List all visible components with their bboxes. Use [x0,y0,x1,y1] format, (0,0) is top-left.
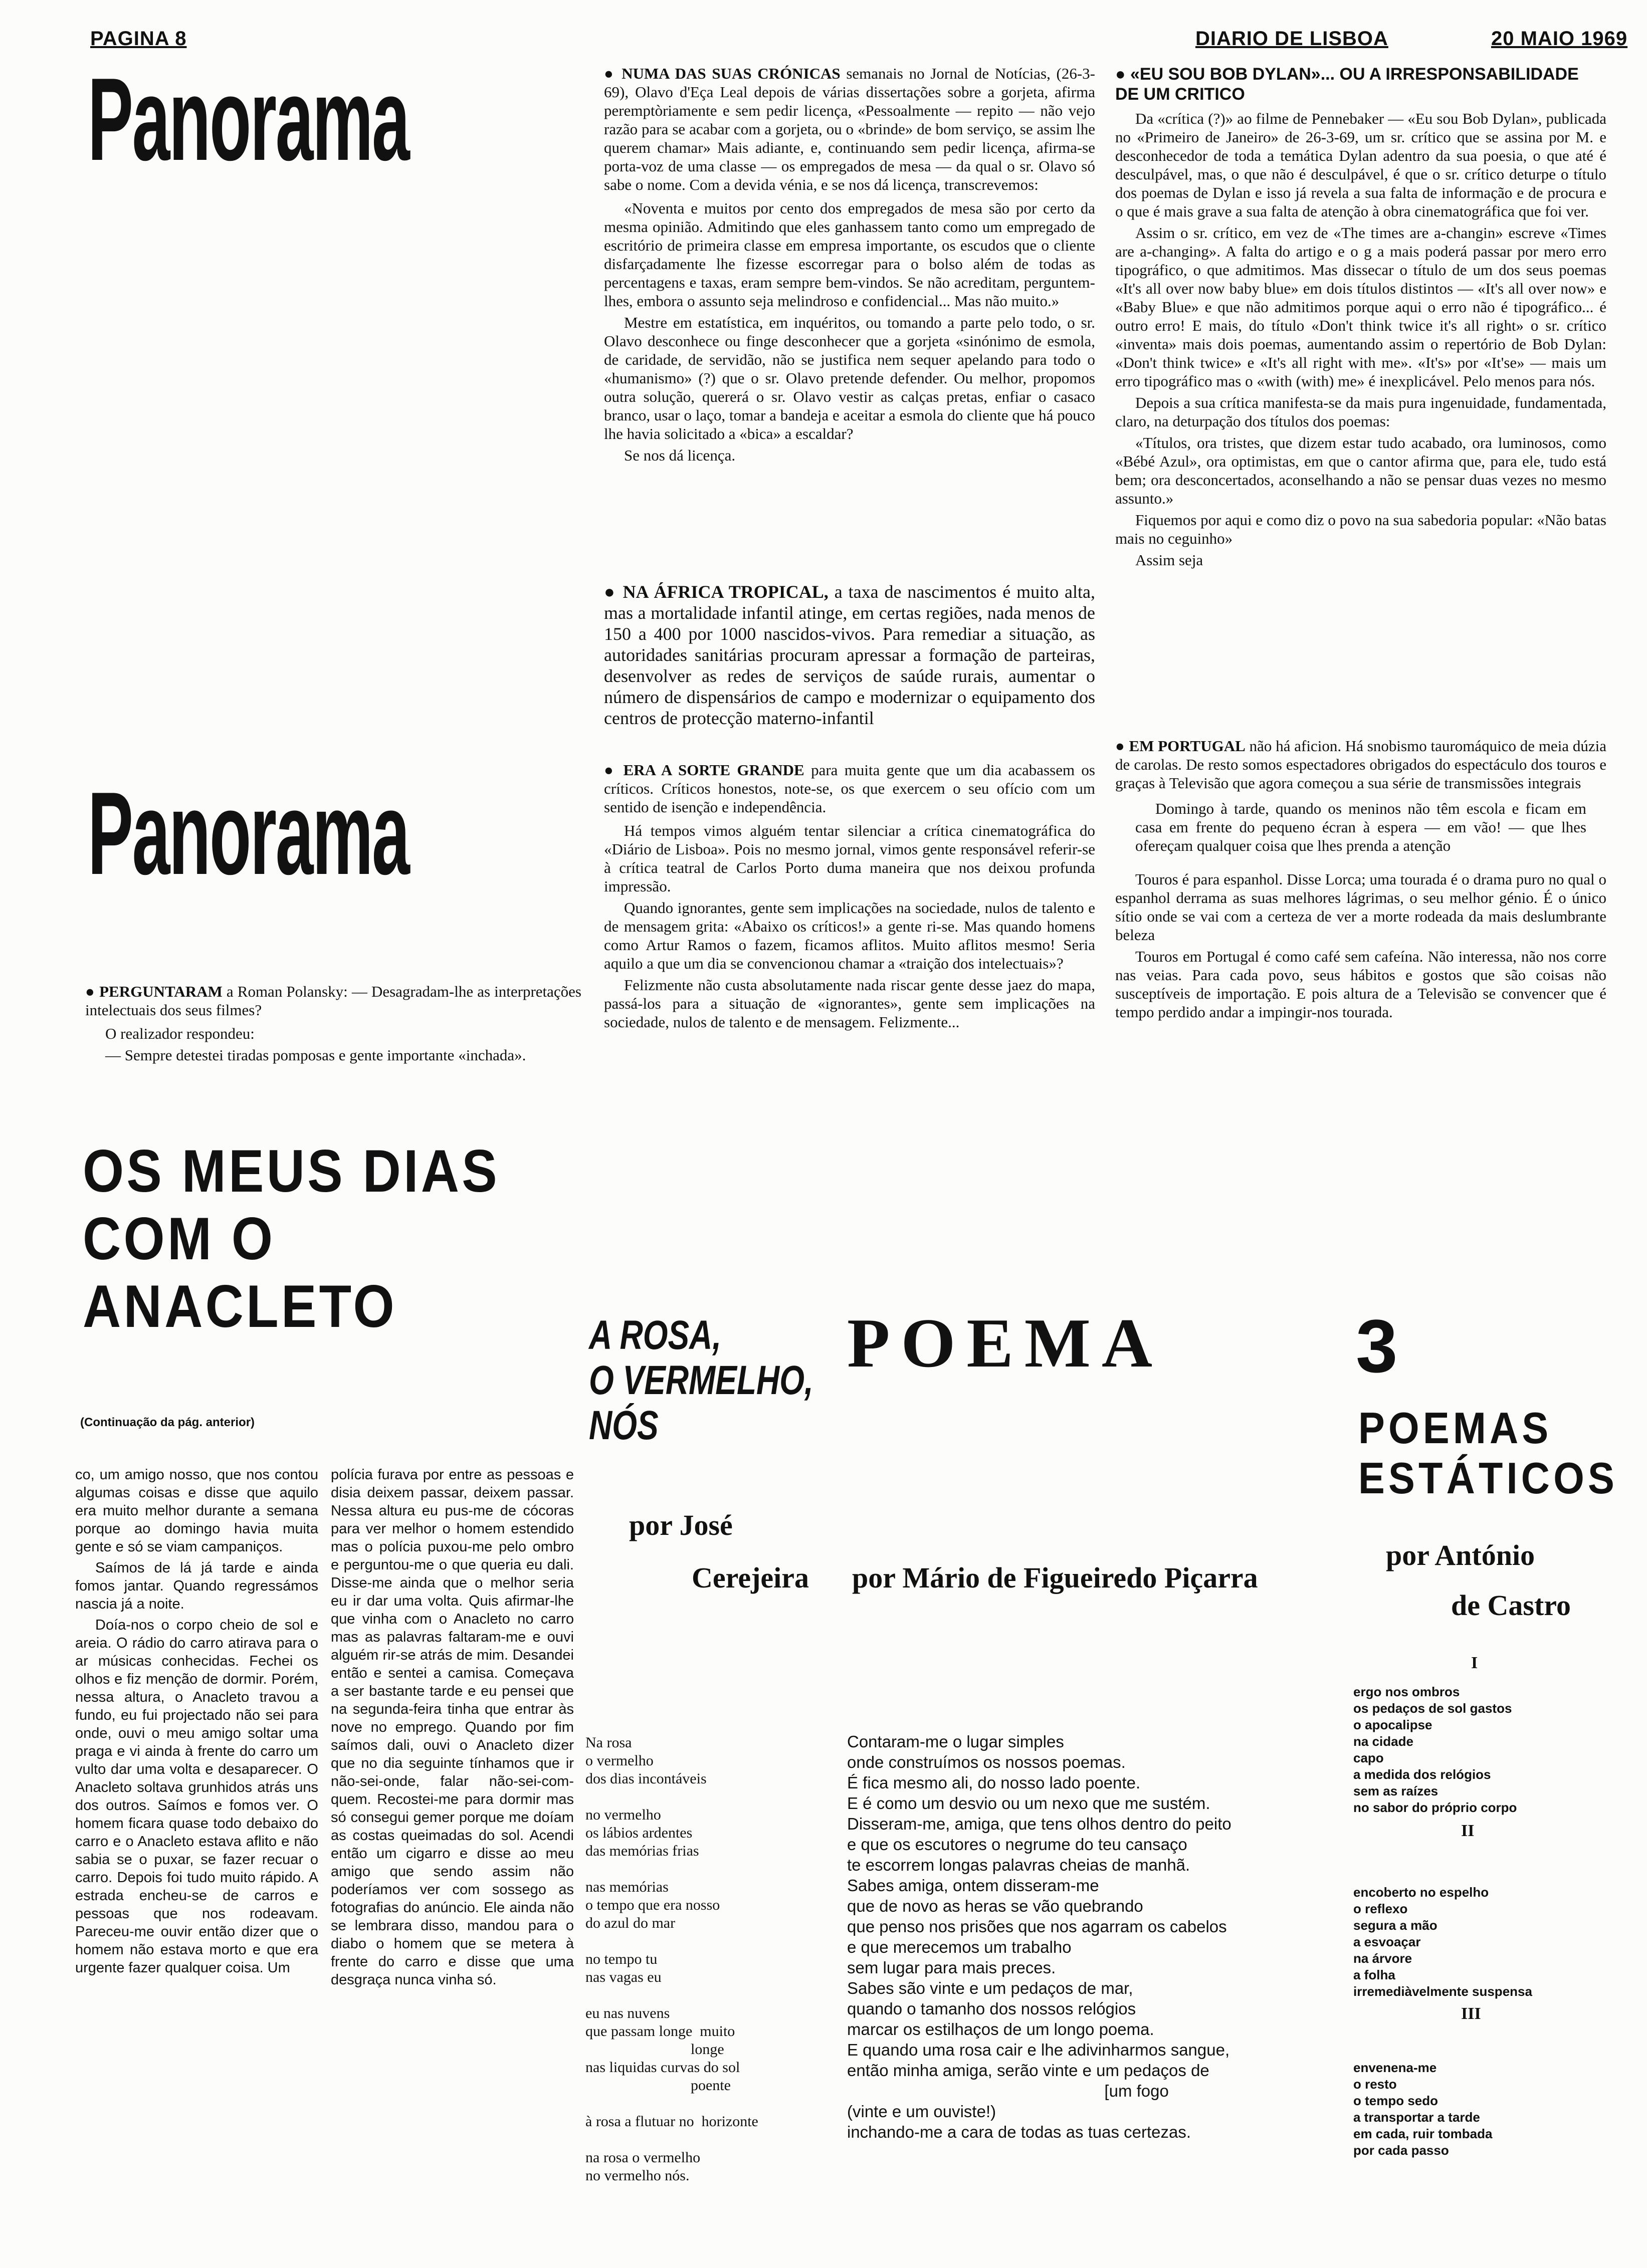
item-paragraph: Se nos dá licença. [624,446,736,464]
item-lead: PERGUNTARAM [99,983,223,1000]
poema-title: POEMA [847,1304,1164,1382]
title-line: OS MEUS DIAS [83,1138,500,1205]
item-paragraph: — Sempre detestei tiradas pomposas e gente importante «inchada». [105,1046,526,1064]
column-africa [604,581,1095,734]
bullet-icon: ● [1115,65,1130,84]
estaticos-verse-2: encoberto no espelho o reflexo segura a mão a esvoaçar na árvore a folha irremediàvelmente suspensa [1353,1885,1532,1999]
panorama-title: Panorama [88,53,409,185]
item-paragraph: Felizmente não custa absolutamente nada riscar gente desse jaez do mapa, passá-los para a situação de «ignorantes», gente sem implicações na sociedade, nulos de talento e de mensagem. Felizmente... [604,976,1095,1031]
item-text: semanais no Jornal de Notícias, (26-3-69), Olavo d'Eça Leal depois de várias dissertações sobre a gorjeta, afirma peremptòriamente e sem pedir licença, «Pessoalmente — repito — não vejo razão para se acabar com a gorjeta, ou o «brinde» de bom serviço, se assim lhe querem chamar» Mais adiante, e, continuando sem pedir licença, afirma-se porta-voz de uma classe — os empregados de mesa — da qual o sr. Olavo só sabe o nome. Com a devida vénia, e se nos dá licença, transcrevemos: [604,65,1095,193]
estaticos-title [1358,1403,1618,1503]
title-line: COM O [83,1205,276,1272]
title-line: POEMAS [1358,1403,1552,1453]
anacleto-column-a [75,1466,318,1980]
item-lead: ERA A SORTE GRANDE [623,761,804,779]
item-paragraph: Assim seja [1135,551,1203,569]
panorama-title-2: Panorama [88,767,409,899]
item-paragraph: Quando ignorantes, gente sem implicações na sociedade, nulos de talento e de mensagem grita: «Abaixo os críticos!» a gente ri-se. Mas quando homens como Artur Ramos o fazem, ficamos aflitos. Muito aflitos mesmo! Seria aquilo a que um dia se convencionou chamar a «traição dos intelectuais»? [604,899,1095,972]
item-paragraph: Doía-nos o corpo cheio de sol e areia. O rádio do carro atirava para o ar músicas conhecidas. Fechei os olhos e fiz menção de dormir. Porém, nessa altura, o Anacleto travou a fundo, eu fui projectado não sei para onde, ouvi o meu amigo soltar uma praga e vi ainda à frente do carro um vulto dar uma volta e desaparecer. O Anacleto soltava grunhidos atrás uns dos outros. Saímos e fomos ver. O homem ficara quase todo debaixo do carro e o Anacleto estava aflito e não sabia se o puxar, se fazer recuar o carro. Depois foi tudo muito rápido. A estrada encheu-se de carros e pessoas que nos rodeavam. Pareceu-me ouvir então dizer que o homem não estava morto e que era urgente fazer qualquer coisa. Um [75,1617,318,1976]
item-paragraph: «Noventa e muitos por cento dos empregados de mesa são por certo da mesma opinião. Admitindo que eles ganhassem tanto como um empregado de escritório de primeira classe em empresa importante, os escudos que o cliente disfarçadamente lhe fizesse escorregar para o bolso além de todas as percentagens e taxas, eram sempre bem-vindos. Se não acreditam, perguntem-lhes, embora o assunto seja melindroso e confidencial... Mas não muito.» [604,199,1095,310]
title-line: O VERMELHO, [589,1357,813,1403]
column-critics [604,761,1095,1034]
item-paragraph: co, um amigo nosso, que nos contou algumas coisas e disse que aquilo era muito melhor durante a semana porque ao domingo havia muita gente e só se viam campaniços. [75,1467,318,1555]
dylan-title: «EU SOU BOB DYLAN»... OU A IRRESPONSABILIDADE DE UM CRITICO [1115,65,1579,104]
bullet-icon: ● [604,761,624,779]
column-dylan [1115,64,1606,572]
item-paragraph: Fiquemos por aqui e como diz o povo na sua sabedoria popular: «Não batas mais no ceguinho» [1115,511,1606,547]
item-lead: EM PORTUGAL [1129,737,1246,755]
page-number: PAGINA 8 [90,28,187,50]
issue-date: 20 MAIO 1969 [1491,28,1628,50]
item-paragraph: Touros em Portugal é como café sem cafeína. Não interessa, não nos corre nas veias. Para cada povo, seus hábitos e gostos que são coisas não susceptíveis de importação. E pois altura de a Televisão se convencer que é tempo perdido andar a impingir-nos tourada. [1115,948,1606,1021]
continuation-note: (Continuação da pág. anterior) [80,1416,255,1429]
item-lead: NA ÁFRICA TROPICAL, [623,582,829,602]
poema-verse: Contaram-me o lugar simples onde construímos os nossos poemas. É fica mesmo ali, do nosso lado poente. E é como um desvio ou um nexo que me sustém. Disseram-me, amiga, que tens olhos dentro do peito e que os escutores o negrume do teu cansaço te escorrem longas palavras cheias de manhã. Sabes amiga, ontem disseram-me que de novo as heras se vão quebrando que penso nos prisões que nos agarram os cabelos e que merecemos um trabalho sem lugar para mais preces. Sabes são vinte e um pedaços de mar, quando o tamanho dos nossos relógios marcar os estilhaços de um longo poema. E quando uma rosa cair e lhe adivinharmos sangue, então minha amiga, serão vinte e um pedaços de [um fogo (vinte e um ouviste!) inchando-me a cara de todas as tuas certezas. [847,1732,1231,2141]
rosa-byline-2: Cerejeira [692,1561,809,1594]
estaticos-byline-2: de Castro [1451,1589,1571,1622]
polanski-item [85,982,581,1067]
column-chronicles [604,64,1095,468]
poema-byline: por Mário de Figueiredo Piçarra [852,1561,1258,1594]
item-paragraph: Da «crítica (?)» ao filme de Pennebaker — «Eu sou Bob Dylan», publicada no «Primeiro de Janeiro» de 26-3-69, um sr. crítico que se assina por M. e desconhecedor de toda a temática Dylan adentro da sua poesia, o que até é desculpável, mas, o que não é desculpável, é que o sr. crítico deturpe o título dos poemas de Dylan e isso já revela a sua falta de informação e de procura e o que é mais grave a sua falta de atenção à obra cinematográfica que foi ver. [1115,110,1606,220]
item-lead: NUMA DAS SUAS CRÓNICAS [622,65,841,82]
item-paragraph: Saímos de lá já tarde e ainda fomos jantar. Quando regressámos nascia já a noite. [75,1560,318,1612]
estaticos-verse-3: envenena-me o resto o tempo sedo a transportar a tarde em cada, ruir tombada por cada passo [1353,2060,1493,2158]
item-paragraph: Depois a sua crítica manifesta-se da mais pura ingenuidade, fundamentada, claro, na deturpação dos títulos dos poemas: [1115,394,1606,430]
estaticos-verse-1: ergo nos ombros os pedaços de sol gastos o apocalipse na cidade capo a medida dos relógios sem as raízes no sabor do próprio corpo [1353,1684,1517,1815]
item-text: não há aficion. Há snobismo tauromáquico de meia dúzia de carolas. De resto somos espectadores obrigados do espectáculo dos touros e graças à Televisão que agora começou a sua série de transmissões integrais [1115,737,1606,792]
item-quote: Domingo à tarde, quando os meninos não têm escola e ficam em casa em frente do pequeno écran à espera — em vão! — que lhes ofereçam qualquer coisa que lhes prenda a atenção [1135,800,1586,854]
poem-number: II [1461,1822,1475,1840]
bullet-icon: ● [604,581,623,602]
rosa-byline: por José [629,1509,733,1541]
rosa-title [589,1313,824,1448]
title-line: NÓS [589,1403,659,1448]
item-text: para muita gente que um dia acabassem os críticos. Críticos honestos, note-se, os que exercem o seu ofício com um sentido de isenção e independência. [604,761,1095,816]
bullet-icon: ● [85,983,100,1000]
item-text: a Roman Polansky: — Desagradam-lhe as interpretações intelectuais dos seus filmes? [85,983,581,1019]
item-paragraph: Há tempos vimos alguém tentar silenciar a crítica cinematográfica do «Diário de Lisboa». Pois no mesmo jornal, vimos gente responsável referir-se à crítica teatral de Carlos Porto duma maneira que nos deixou profunda impressão. [604,822,1095,895]
newspaper-name: DIARIO DE LISBOA [1195,28,1388,50]
bullet-icon: ● [1115,737,1129,755]
title-line: A ROSA, [589,1312,722,1358]
item-quote: «Títulos, ora tristes, que dizem estar tudo acabado, ora luminosos, como «Bébé Azul», ora optimistas, em que o cantor afirma que, para ele, tudo está bem; ora desconcertados, aconselhando a não se pensar duas vezes no mesmo assunto.» [1115,434,1606,507]
column-portugal [1115,737,1606,1024]
anacleto-title [83,1138,568,1340]
anacleto-column-b [331,1466,574,1992]
title-line: ESTÁTICOS [1358,1453,1618,1503]
poem-number: I [1471,1654,1478,1672]
item-paragraph: O realizador respondeu: [105,1025,255,1042]
item-paragraph: Assim o sr. crítico, em vez de «The times are a-changin» escreve «Times are a-changing». A falta do artigo e o g a mais poderá passar por mero erro tipográfico, o que admitimos. Mas dissecar o título de um dos seus poemas «It's all over now baby blue» em dois títulos distintos — «It's all over now» e «Baby Blue» e que não admitimos porque aqui o erro não é tipográfico... é outro erro! E mais, do título «Don't think twice it's all right» o sr. crítico «inventa» mais dois poemas, aumentando assim o repertório de Bob Dylan: «Don't think twice» e «It's all right with me». «It's» por «It'se» — mais um erro tipográfico mas o «with (with) me» é inexplicável. Pelo menos para nós. [1115,224,1606,390]
item-paragraph: Mestre em estatística, em inquéritos, ou tomando a parte pelo todo, o sr. Olavo desconhece ou finge desconhecer que a gorjeta «sinónimo de esmola, de caridade, de servidão, não se justifica nem sequer apelando para todo o «humanismo» (?) que o sr. Olavo pretende defender. Ou melhor, propomos outra solução, quererá o sr. Olavo vestir as calças pretas, enfiar o casaco branco, usar o laço, tomar a bandeja e aceitar a esmola do cliente que há pouco lhe havia solicitado a «bica» a escaldar? [604,314,1095,442]
title-line: ANACLETO [83,1273,397,1340]
estaticos-number: 3 [1356,1304,1398,1388]
estaticos-byline: por António [1386,1539,1535,1571]
rosa-verse: Na rosa o vermelho dos dias incontáveis no vermelho os lábios ardentes das memórias frias nas memórias o tempo que era nosso do azul do mar no tempo tu nas vagas eu eu nas nuvens que passam longe muito longe nas liquidas curvas do sol poente à rosa a flutuar no horizonte na rosa o vermelho no vermelho nós. [585,1734,758,2184]
poem-number: III [1461,2004,1481,2023]
bullet-icon: ● [604,65,622,82]
item-paragraph: Touros é para espanhol. Disse Lorca; uma tourada é o drama puro no qual o espanhol derrama as suas melhores lágrimas, o seu melhor génio. É o único sítio onde se vai com a certeza de ver a morte rodeada da mais deslumbrante beleza [1115,870,1606,944]
item-text: a taxa de nascimentos é muito alta, mas a mortalidade infantil atinge, em certas regiões, nada menos de 150 a 400 por 1000 nascidos-vivos. Para remediar a situação, as autoridades sanitárias procuram apressar a formação de parteiras, desenvolver as redes de serviços de saúde rurais, aumentar o número de dispensários de campo e modernizar o equipamento dos centros de protecção materno-infantil [604,582,1096,728]
item-paragraph: polícia furava por entre as pessoas e disia deixem passar, deixem passar. Nessa altura eu pus-me de cócoras para ver melhor o homem estendido mas o polícia puxou-me pelo ombro e perguntou-me o que queria eu dali. Disse-me ainda que o melhor seria eu ir dar uma volta. Quis afirmar-lhe que vinha com o Anacleto no carro mas as palavras faltaram-me e ouvi alguém rir-se atrás de mim. Desandei então e sentei a camisa. Começava a ser bastante tarde e eu pensei que na segunda-feira tinha que entrar às nove no emprego. Quando por fim saímos dali, ouvi o Anacleto dizer que no dia seguinte tínhamos que ir não-sei-onde, falar não-sei-com-quem. Recostei-me para dormir mas só consegui gemer porque me doíam as costas queimadas do sol. Acendi então um cigarro e disse ao meu amigo que sendo assim não poderíamos ver com sossego as fotografias do anúncio. Ele ainda não se lembrara disso, mandou para o diabo o homem que se metera à frente do carro e disse que uma desgraça nunca vinha só. [331,1467,574,1988]
